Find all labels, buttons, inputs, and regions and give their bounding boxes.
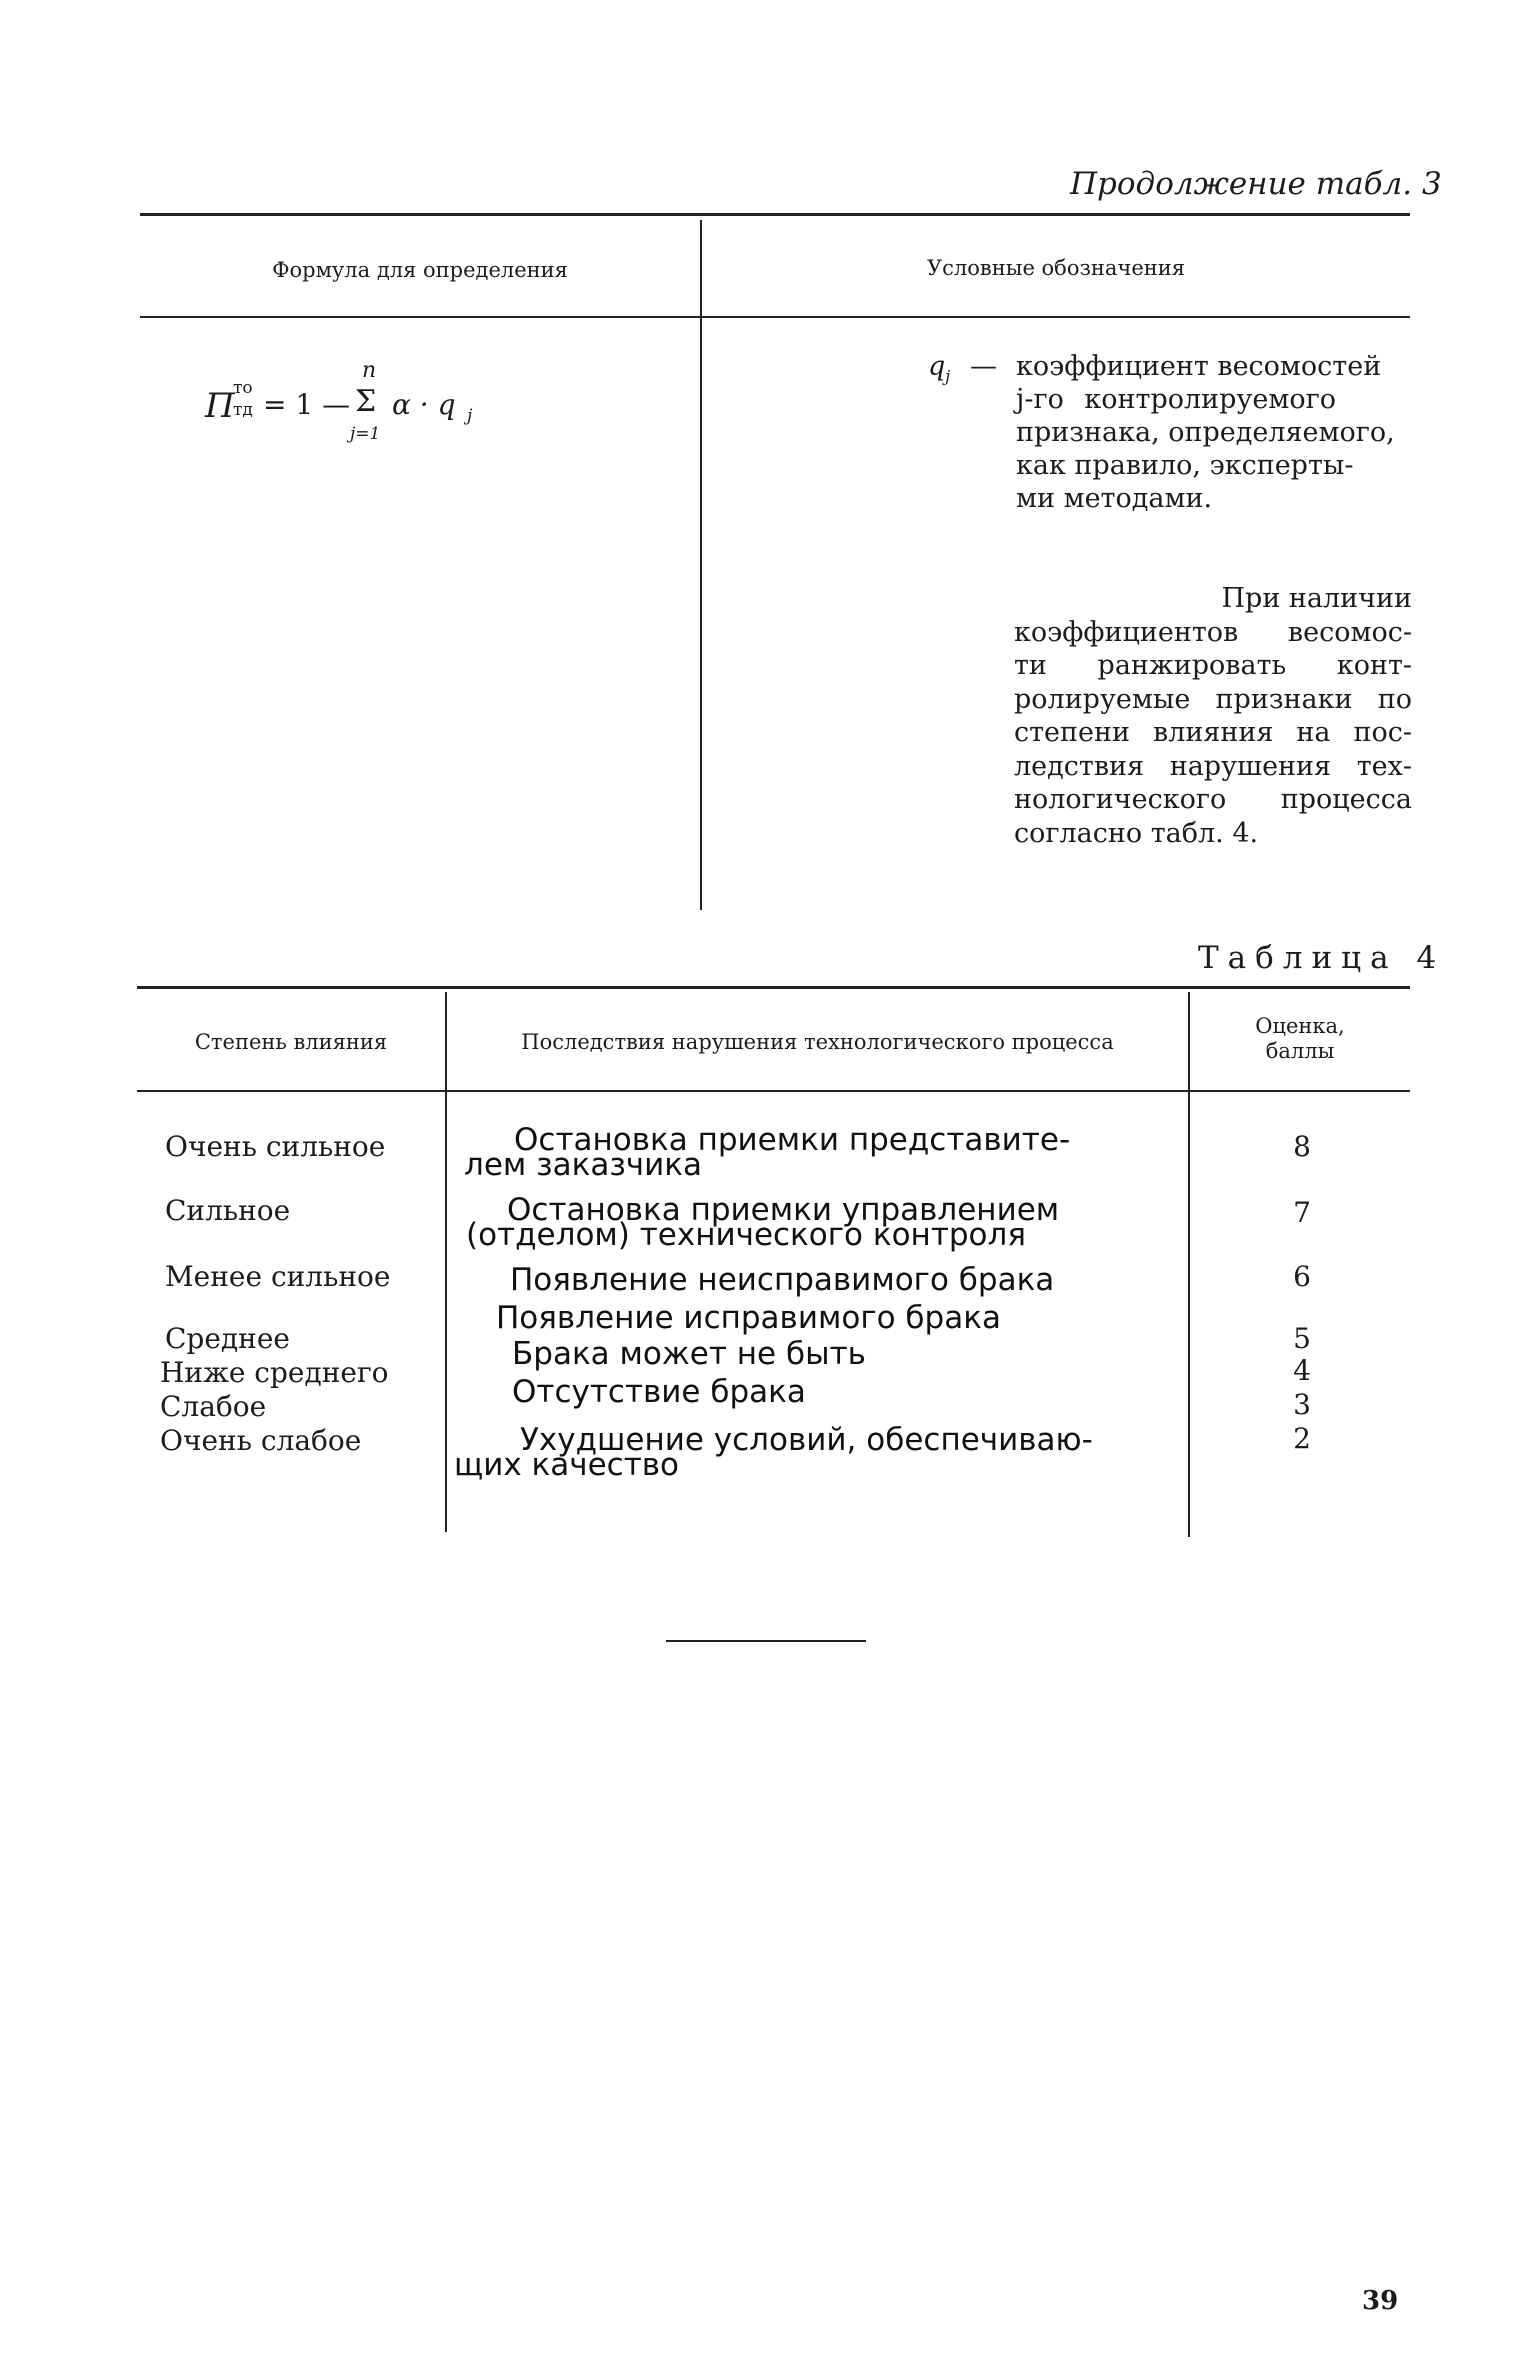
- definition-line: ми методами.: [1016, 483, 1213, 514]
- table4-score: 6: [1293, 1260, 1311, 1293]
- table4-header-consequences: Последствия нарушения технологического процесса: [521, 1030, 1114, 1054]
- table4-divider-1: [445, 992, 447, 1532]
- formula-term: α · q: [392, 388, 456, 421]
- consequence-line: Отсутствие брака: [512, 1374, 806, 1410]
- table4-consequence: [452, 1122, 1182, 1183]
- note-line: нологического процесса: [1014, 784, 1412, 815]
- formula-lhs-sub: тд: [233, 400, 253, 420]
- continuation-heading: Продолжение табл. 3: [1070, 166, 1442, 202]
- consequence-line: (отделом) технического контроля: [466, 1217, 1026, 1253]
- note-line: коэффициентов весомос-: [1014, 616, 1412, 648]
- table4-consequence: [452, 1192, 1182, 1253]
- table4-score: 4: [1293, 1354, 1311, 1387]
- consequence-line: Брака может не быть: [512, 1336, 866, 1372]
- definition-text: [1016, 350, 1395, 515]
- note-line: ледствия нарушения тех-: [1014, 750, 1412, 782]
- table4-degree: Среднее: [165, 1322, 290, 1355]
- definition-line: j-го контролируемого: [1016, 384, 1336, 415]
- formula: [205, 358, 505, 458]
- table4-header-rule: [137, 1090, 1410, 1092]
- table3-column-divider: [700, 220, 702, 910]
- formula-sum-bottom: j=1: [350, 424, 381, 444]
- definition-line: признака, определяемого,: [1016, 417, 1395, 448]
- table4-score: 8: [1293, 1130, 1311, 1163]
- formula-term-sub: j: [467, 406, 473, 426]
- definition-line: как правило, эксперты-: [1016, 450, 1354, 481]
- table4-consequence: [452, 1300, 1182, 1336]
- table4-header-degree: Степень влияния: [194, 1030, 388, 1054]
- page-number: 39: [1362, 2286, 1399, 2316]
- note-line: согласно табл. 4.: [1014, 817, 1259, 849]
- table3-top-rule: [140, 213, 1410, 216]
- definition-symbol: $q_j$: [928, 351, 951, 386]
- consequence-line: щих качество: [454, 1447, 679, 1483]
- ranking-note: [1014, 582, 1412, 850]
- note-line: степени влияния на пос-: [1014, 717, 1412, 748]
- consequence-line: Появление исправимого брака: [496, 1300, 1001, 1336]
- score-header-line1: Оценка,: [1255, 1014, 1345, 1038]
- table4-consequence: [452, 1374, 1182, 1410]
- note-line: При наличии: [1221, 583, 1412, 614]
- table4-consequence: [452, 1336, 1182, 1372]
- consequence-line: Остановка приемки управлением: [507, 1192, 1060, 1228]
- table4-score: 2: [1293, 1422, 1311, 1455]
- formula-sum-top: n: [362, 358, 377, 383]
- table4-score: 5: [1293, 1322, 1311, 1355]
- formula-lhs: П: [205, 386, 235, 426]
- table4-title: Таблица 4: [1198, 940, 1446, 976]
- table4-degree: Менее сильное: [165, 1260, 391, 1293]
- formula-middle: = 1 —: [263, 388, 351, 421]
- table4-divider-2: [1188, 992, 1190, 1537]
- table4-score: 3: [1293, 1388, 1311, 1421]
- closing-rule: [666, 1640, 866, 1642]
- formula-sum: Σ: [355, 384, 377, 419]
- formula-lhs-sup: то: [233, 378, 253, 398]
- consequence-line: Остановка приемки представите-: [514, 1122, 1071, 1158]
- table4-consequence: [452, 1422, 1182, 1483]
- consequence-line: Появление неисправимого брака: [510, 1262, 1055, 1298]
- table4-degree: Ниже среднего: [160, 1356, 389, 1389]
- table4-score: 7: [1293, 1196, 1311, 1229]
- consequence-line: лем заказчика: [464, 1147, 702, 1183]
- definition-dash: —: [970, 351, 997, 382]
- table3-header-formula: Формула для определения: [272, 258, 568, 282]
- score-header-line2: баллы: [1265, 1039, 1335, 1063]
- note-line: ти ранжировать конт-: [1014, 650, 1412, 681]
- table4-degree: Очень сильное: [165, 1130, 386, 1163]
- consequence-line: Ухудшение условий, обеспечиваю-: [520, 1422, 1093, 1458]
- table4-degree: Сильное: [165, 1194, 291, 1227]
- table4-degree: Очень слабое: [160, 1424, 362, 1457]
- table4-degree: Слабое: [160, 1390, 267, 1423]
- note-line: ролируемые признаки по: [1014, 683, 1412, 715]
- table4-consequence: [452, 1262, 1182, 1298]
- table4-top-rule: [137, 986, 1410, 989]
- table3-header-rule: [140, 316, 1410, 318]
- definition-line: коэффициент весомостей: [1016, 351, 1382, 382]
- table4-header-score: [1190, 1014, 1410, 1064]
- table3-header-symbols: Условные обозначения: [926, 256, 1185, 280]
